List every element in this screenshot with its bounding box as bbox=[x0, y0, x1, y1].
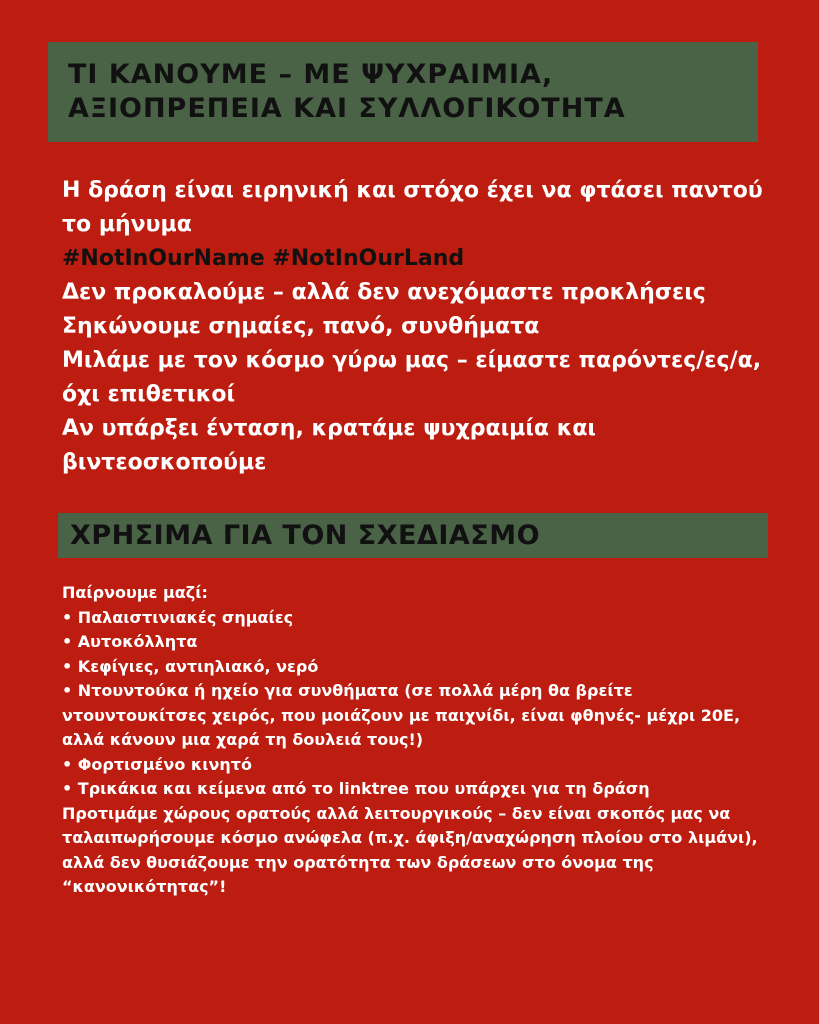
planning-item-megaphone: • Ντουντούκα ή ηχείο για συνθήματα (σε πολλά μέρη θα βρείτε ντουντουκίτσες χειρός, που μοιάζουν με παιχνίδι, είναι φθηνές- μέχρι 20Ε, αλλά κάνουν μια χαρά τη δουλειά τους!) bbox=[62, 679, 762, 753]
planning-item-flags: • Παλαιστινιακές σημαίες bbox=[62, 606, 762, 631]
planning-item-flyers: • Τρικάκια και κείμενα από το linktree που υπάρχει για τη δράση bbox=[62, 777, 762, 802]
planning-item-stickers: • Αυτοκόλλητα bbox=[62, 630, 762, 655]
header-banner bbox=[48, 42, 758, 142]
planning-intro: Παίρνουμε μαζί: bbox=[62, 583, 208, 602]
action-line-stay-calm: Αν υπάρξει ένταση, κρατάμε ψυχραιμία και βιντεοσκοπούμε bbox=[62, 416, 597, 475]
header-title-line-2: ΑΞΙΟΠΡΕΠΕΙΑ ΚΑΙ ΣΥΛΛΟΓΙΚΟΤΗΤΑ bbox=[68, 93, 626, 124]
planning-section-title: ΧΡΗΣΙΜΑ ΓΙΑ ΤΟΝ ΣΧΕΔΙΑΣΜΟ bbox=[70, 520, 541, 551]
planning-item-keffiyehs: • Κεφίγιες, αντιηλιακό, νερό bbox=[62, 655, 762, 680]
action-line-talk-to-people: Μιλάμε με τον κόσμο γύρω μας – είμαστε παρόντες/ες/α, όχι επιθετικοί bbox=[62, 348, 762, 407]
action-line-flags-banners: Σηκώνουμε σημαίες, πανό, συνθήματα bbox=[62, 314, 540, 339]
planning-list bbox=[62, 581, 762, 900]
action-guidelines-list bbox=[62, 174, 782, 480]
planning-item-phone: • Φορτισμένο κινητό bbox=[62, 753, 762, 778]
planning-closing-text: Προτιμάμε χώρους ορατούς αλλά λειτουργικούς – δεν είναι σκοπός μας να ταλαιπωρήσουμε κόσμο ανώφελα (π.χ. άφιξη/αναχώρηση πλοίου στο λιμάνι), αλλά δεν θυσιάζουμε την ορατότητα των δράσεων στο όνομα της “κανονικότητας”! bbox=[62, 803, 758, 896]
action-line-no-provocation: Δεν προκαλούμε – αλλά δεν ανεχόμαστε προκλήσεις bbox=[62, 280, 706, 305]
action-line-hashtags: #NotInOurName #NotInOurLand bbox=[62, 246, 465, 271]
planning-section-banner bbox=[58, 513, 768, 558]
header-title-line-1: ΤΙ ΚΑΝΟΥΜΕ – ΜΕ ΨΥΧΡΑΙΜΙΑ, bbox=[68, 59, 554, 90]
action-line-peaceful: Η δράση είναι ειρηνική και στόχο έχει να φτάσει παντού το μήνυμα bbox=[62, 178, 763, 237]
